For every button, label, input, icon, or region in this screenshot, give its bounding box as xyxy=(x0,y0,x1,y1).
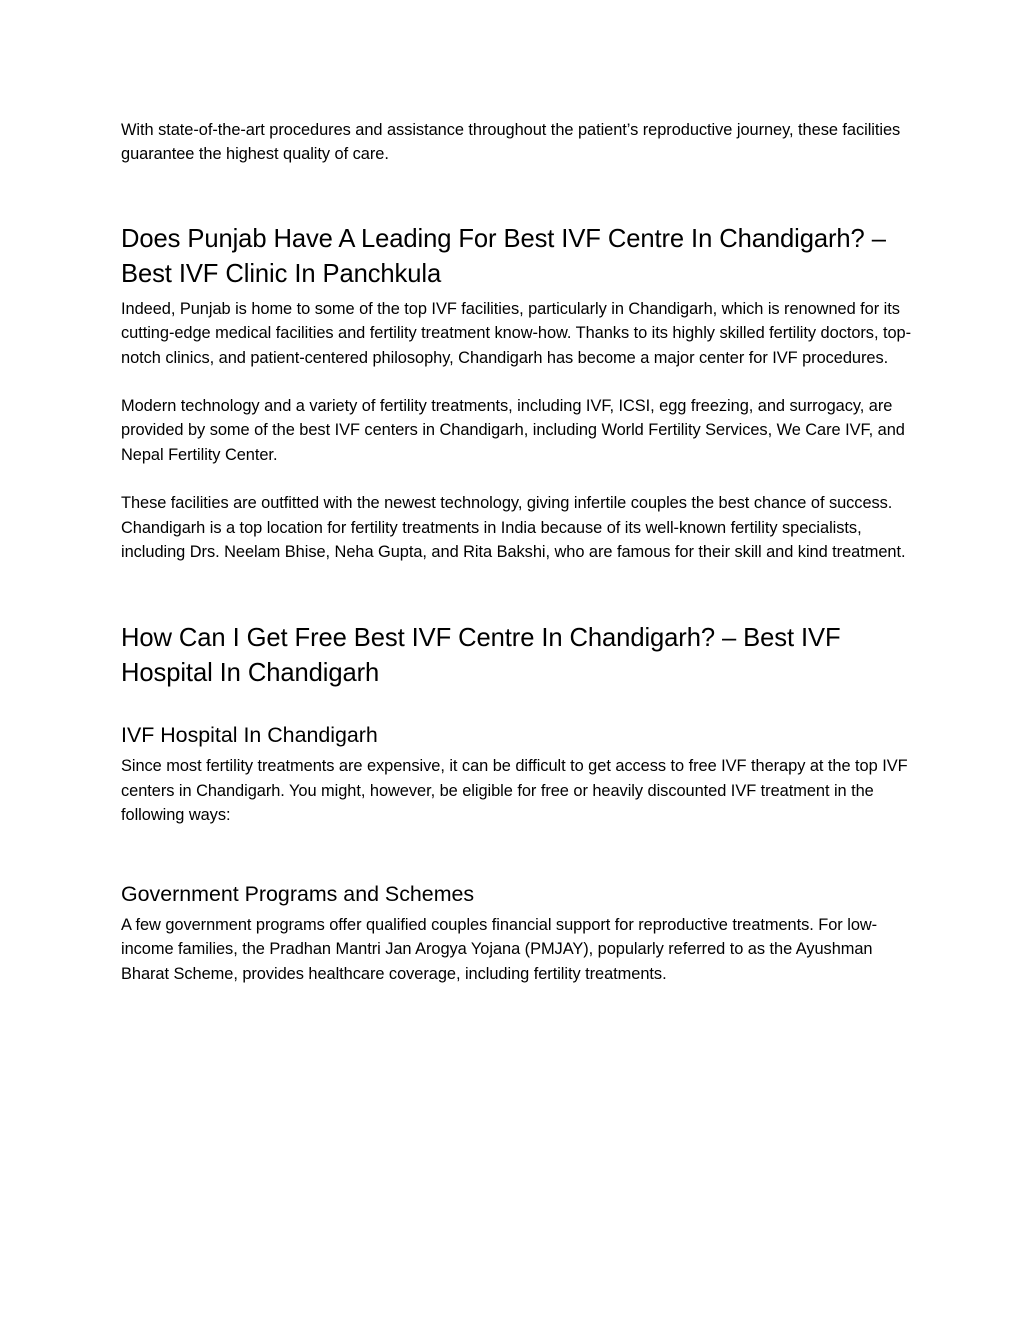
paragraph-punjab-3: These facilities are outfitted with the newest technology, giving infertile couples the best chance of success. Chandigarh is a top location for fertility treatments in India because of its well-known fertility specialists, including Drs. Neelam Bhise, Neha Gupta, and Rita Bakshi, who are famous for their skill and kind treatment. xyxy=(121,494,906,562)
paragraph-ivf-hospital: Since most fertility treatments are expensive, it can be difficult to get access to free IVF therapy at the top IVF centers in Chandigarh. You might, however, be eligible for free or heavily discounted IVF treatment in the following ways: xyxy=(121,757,908,825)
heading-punjab-ivf: Does Punjab Have A Leading For Best IVF Centre In Chandigarh? – Best IVF Clinic In Panchkula xyxy=(121,224,886,288)
subheading-ivf-hospital: IVF Hospital In Chandigarh xyxy=(121,723,378,748)
paragraph-punjab-1: Indeed, Punjab is home to some of the top IVF facilities, particularly in Chandigarh, which is renowned for its cutting-edge medical facilities and fertility treatment know-how. Thanks to its highly skilled fertility doctors, top-notch clinics, and patient-centered philosophy, Chandigarh has become a major center for IVF procedures. xyxy=(121,299,912,367)
heading-free-ivf: How Can I Get Free Best IVF Centre In Chandigarh? – Best IVF Hospital In Chandigarh xyxy=(121,624,841,688)
subheading-government-programs: Government Programs and Schemes xyxy=(121,881,475,906)
paragraph-punjab-2: Modern technology and a variety of fertility treatments, including IVF, ICSI, egg freezing, and surrogacy, are provided by some of the best IVF centers in Chandigarh, including World Fertility Services, We Care IVF, and Nepal Fertility Center. xyxy=(121,397,905,464)
intro-paragraph: With state-of-the-art procedures and assistance throughout the patient’s reproductive journey, these facilities guarantee the highest quality of care. xyxy=(121,121,901,164)
paragraph-government-programs: A few government programs offer qualified couples financial support for reproductive treatments. For low-income families, the Pradhan Mantri Jan Arogya Yojana (PMJAY), popularly referred to as the Ayushman Bharat Scheme, provides healthcare coverage, including fertility treatments. xyxy=(121,915,878,983)
document-page xyxy=(121,118,911,986)
